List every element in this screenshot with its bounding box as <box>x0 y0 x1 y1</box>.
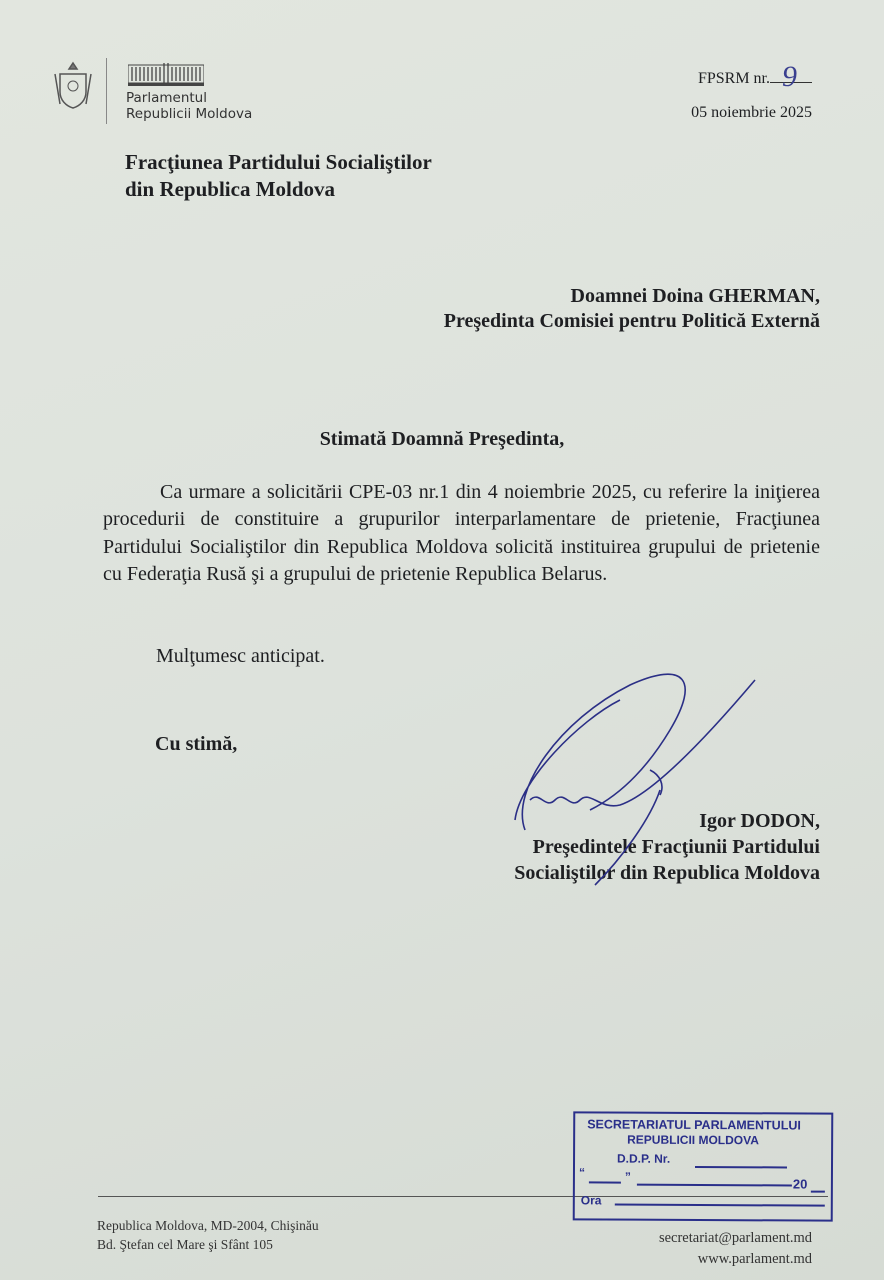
sender-line-1: Fracţiunea Partidului Socialiştilor <box>125 150 432 174</box>
signatory-title-2: Socialiştilor din Republica Moldova <box>514 862 820 884</box>
registration-stamp <box>573 1111 834 1221</box>
footer-address <box>97 1216 319 1254</box>
stamp-month-blank <box>637 1184 792 1187</box>
handwritten-number: 9 <box>782 60 797 93</box>
stamp-line-1: SECRETARIATUL PARLAMENTULUI <box>587 1117 801 1133</box>
document-date: 05 noiembrie 2025 <box>691 104 812 121</box>
stamp-line-2: REPUBLICII MOLDOVA <box>627 1132 759 1148</box>
header-divider <box>106 58 107 124</box>
signatory-title-1: Preşedintele Fracţiunii Partidului <box>532 836 820 858</box>
addressee-name: Doamnei Doina GHERMAN, <box>570 285 820 307</box>
greeting: Stimată Doamnă Preşedinta, <box>319 428 565 450</box>
letter-body: Ca urmare a solicitării CPE-03 nr.1 din 4 noiembrie 2025, cu referire la iniţierea procedurii de constituire a grupurilor interparlamentare de prietenie, Fracţiunea Partidului Socialiştilor din Republica Moldova solicită instituirea grupului de prietenie cu Federaţia Rusă şi a grupului de prietenie Republica Belarus. <box>103 481 820 585</box>
institution-line-1: Parlamentul <box>126 90 207 106</box>
reference-prefix: FPSRM nr. <box>697 70 770 87</box>
coat-of-arms-icon <box>52 60 94 112</box>
address-line-2: Bd. Ştefan cel Mare şi Sfânt 105 <box>97 1237 273 1252</box>
stamp-ddp-label: D.D.P. Nr. <box>617 1151 671 1166</box>
footer-email[interactable]: secretariat@parlament.md <box>658 1230 812 1246</box>
stamp-quote-open: “ <box>578 1165 586 1180</box>
institution-line-2: Republicii Moldova <box>126 106 253 122</box>
reference-number <box>697 60 812 93</box>
stamp-quote-close: ” <box>624 1169 631 1184</box>
sender-faction <box>125 149 432 203</box>
institution-name <box>126 90 252 122</box>
stamp-day-blank <box>589 1181 621 1183</box>
stamp-year-blank <box>811 1191 825 1193</box>
footer-contact <box>659 1228 812 1270</box>
handwritten-signature <box>500 660 780 900</box>
addressee <box>444 284 820 334</box>
addressee-title: Preşedinta Comisiei pentru Politică Externă <box>443 310 820 332</box>
parliament-building-icon <box>128 61 204 87</box>
address-line-1: Republica Moldova, MD-2004, Chişinău <box>97 1218 319 1233</box>
closing: Cu stimă, <box>155 733 238 755</box>
stamp-ddp-blank <box>695 1166 787 1168</box>
stamp-year: 20 <box>792 1176 808 1192</box>
stamp-time-blank <box>615 1204 825 1207</box>
signatory-name: Igor DODON, <box>699 810 820 832</box>
thanks-line: Mulţumesc anticipat. <box>156 645 325 667</box>
stamp-time-label: Ora <box>580 1193 602 1208</box>
footer-website[interactable]: www.parlament.md <box>697 1251 812 1267</box>
sender-line-2: din Republica Moldova <box>125 177 336 201</box>
